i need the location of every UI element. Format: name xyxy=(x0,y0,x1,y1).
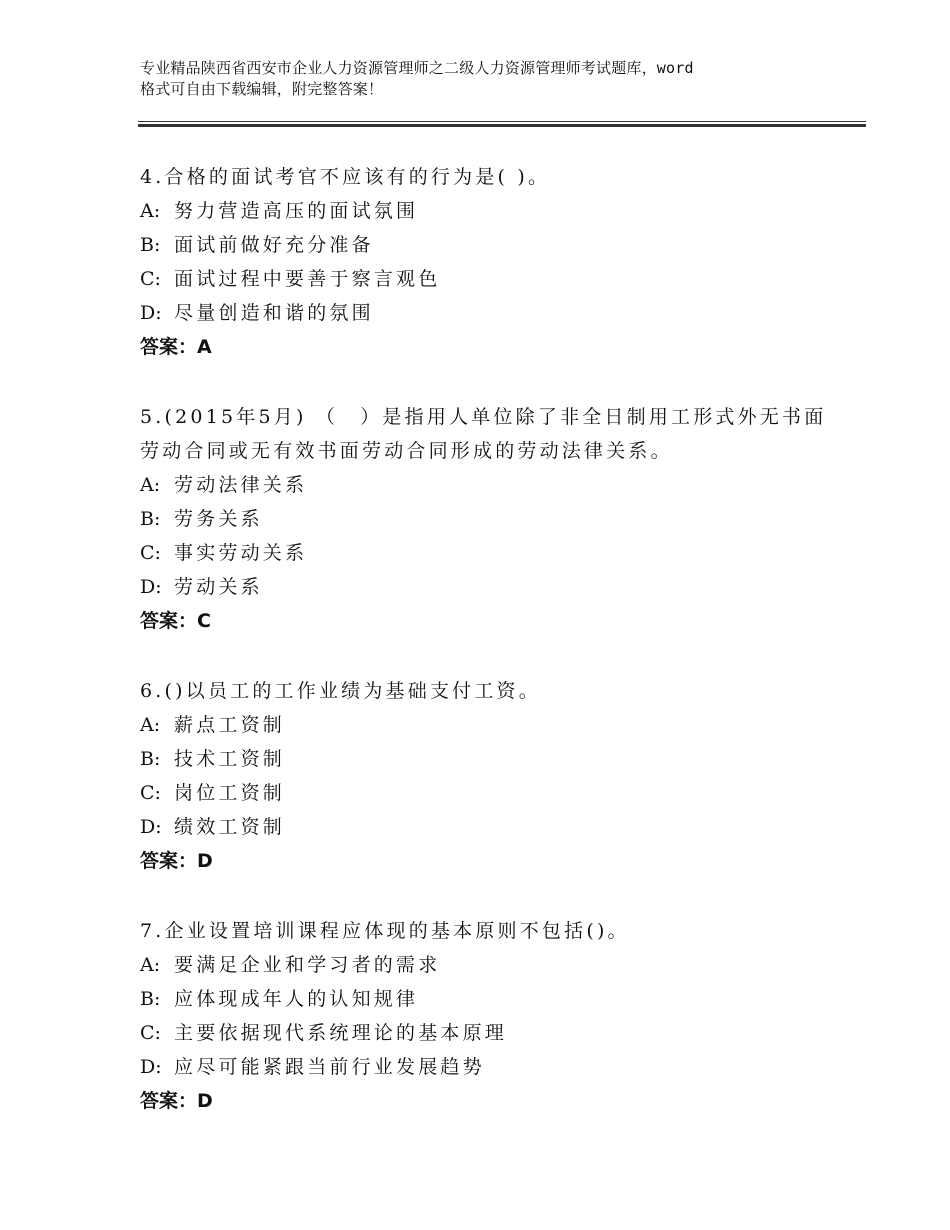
option-text: 努力营造高压的面试氛围 xyxy=(174,200,419,222)
option-letter: D: xyxy=(140,576,162,598)
question-5 xyxy=(140,400,830,638)
option-text: 事实劳动关系 xyxy=(174,542,308,564)
option-letter: A: xyxy=(140,474,161,496)
option-text: 要满足企业和学习者的需求 xyxy=(174,954,441,976)
option-letter: C: xyxy=(140,542,161,564)
option-letter: D: xyxy=(140,1056,162,1078)
option-text: 尽量创造和谐的氛围 xyxy=(174,302,374,324)
option-letter: D: xyxy=(140,302,162,324)
answer-label: 答案：D xyxy=(140,1090,213,1112)
option-letter: A: xyxy=(140,200,161,222)
header-line-2: 格式可自由下载编辑，附完整答案！ xyxy=(140,80,384,98)
answer-label: 答案：C xyxy=(140,610,211,632)
question-text: 6.()以员工的工作业绩为基础支付工资。 xyxy=(140,680,541,702)
option-letter: D: xyxy=(140,816,162,838)
answer-label: 答案：A xyxy=(140,336,212,358)
question-list xyxy=(140,160,830,1154)
option-c xyxy=(140,1016,830,1050)
option-letter: C: xyxy=(140,1022,161,1044)
option-text: 面试过程中要善于察言观色 xyxy=(174,268,441,290)
option-b xyxy=(140,228,830,262)
option-a xyxy=(140,468,830,502)
option-letter: A: xyxy=(140,954,161,976)
question-7 xyxy=(140,914,830,1118)
option-letter: C: xyxy=(140,782,161,804)
document-header xyxy=(140,58,840,100)
header-divider-thick xyxy=(138,124,866,127)
option-letter: B: xyxy=(140,988,161,1010)
option-c xyxy=(140,536,830,570)
option-text: 应体现成年人的认知规律 xyxy=(174,988,419,1010)
option-b xyxy=(140,982,830,1016)
option-a xyxy=(140,194,830,228)
option-text: 面试前做好充分准备 xyxy=(174,234,374,256)
option-letter: A: xyxy=(140,714,161,736)
option-letter: B: xyxy=(140,748,161,770)
option-text: 岗位工资制 xyxy=(174,782,286,804)
option-d xyxy=(140,296,830,330)
question-text: 4.合格的面试考官不应该有的行为是( )。 xyxy=(140,166,551,188)
option-a xyxy=(140,948,830,982)
question-text: 7.企业设置培训课程应体现的基本原则不包括()。 xyxy=(140,920,630,942)
option-text: 应尽可能紧跟当前行业发展趋势 xyxy=(174,1056,485,1078)
question-6 xyxy=(140,674,830,878)
option-letter: B: xyxy=(140,508,161,530)
option-text: 主要依据现代系统理论的基本原理 xyxy=(174,1022,508,1044)
question-text: 5.(2015年5月) （ ）是指用人单位除了非全日制用工形式外无书面劳动合同或无有效书面劳动合同形成的劳动法律关系。 xyxy=(140,406,827,462)
option-c xyxy=(140,776,830,810)
question-4 xyxy=(140,160,830,364)
option-text: 绩效工资制 xyxy=(174,816,286,838)
option-c xyxy=(140,262,830,296)
option-text: 劳动法律关系 xyxy=(174,474,308,496)
option-letter: B: xyxy=(140,234,161,256)
option-letter: C: xyxy=(140,268,161,290)
header-divider-thin xyxy=(138,121,866,122)
option-d xyxy=(140,1050,830,1084)
option-d xyxy=(140,810,830,844)
option-text: 技术工资制 xyxy=(174,748,286,770)
option-a xyxy=(140,708,830,742)
header-line-1: 专业精品陕西省西安市企业人力资源管理师之二级人力资源管理师考试题库，word xyxy=(140,59,694,77)
option-d xyxy=(140,570,830,604)
option-text: 劳务关系 xyxy=(174,508,263,530)
answer-label: 答案：D xyxy=(140,850,213,872)
option-b xyxy=(140,742,830,776)
option-b xyxy=(140,502,830,536)
option-text: 薪点工资制 xyxy=(174,714,286,736)
option-text: 劳动关系 xyxy=(174,576,263,598)
